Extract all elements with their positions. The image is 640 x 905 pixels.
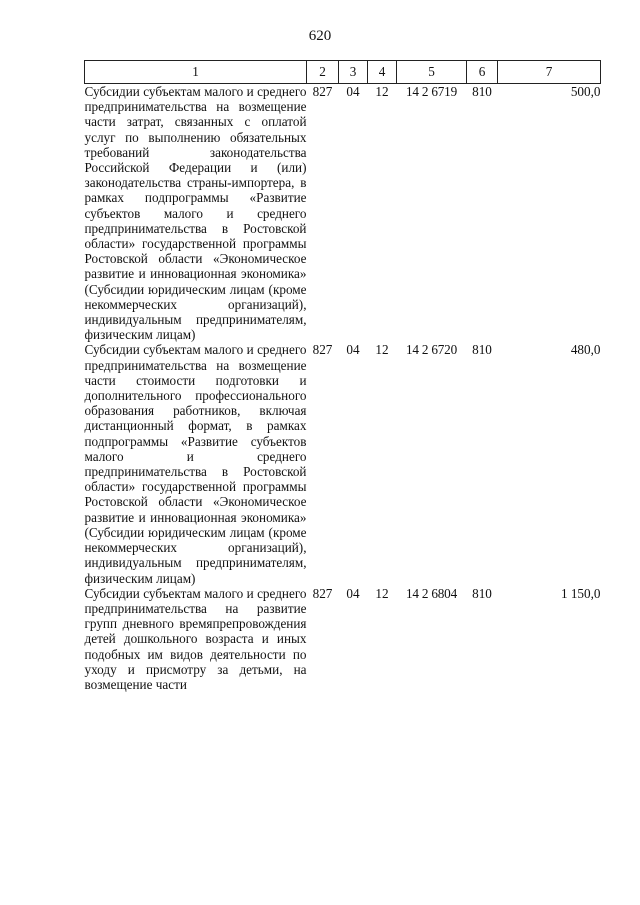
row-subsection-code: 12: [375, 585, 389, 601]
table-row: [85, 342, 601, 585]
row-amount: 500,0: [570, 84, 601, 99]
table-row: [85, 84, 601, 343]
row-expense-type: 810: [472, 84, 492, 99]
row-amount: 480,0: [570, 342, 601, 358]
header-col-2: 2: [307, 61, 339, 84]
header-col-5: 5: [397, 61, 467, 84]
row-amount: 1 150,0: [560, 585, 601, 601]
row-ministry-code: 827: [312, 585, 333, 601]
header-col-4: 4: [368, 61, 397, 84]
header-col-3: 3: [339, 61, 368, 84]
row-expense-type: 810: [472, 585, 492, 601]
budget-table: [84, 60, 601, 692]
row-description: Субсидии субъектам малого и среднего предпринимательства на развитие групп дневного времяпрепровождения детей дошкольного возраста и иных подобных им видов деятельности по уходу и присмотру за детьми, на возмещение части: [84, 585, 307, 692]
row-description: Субсидии субъектам малого и среднего предпринимательства на возмещение части стоимости подготовки и дополнительного профессионального образования работников, включая дистанционный формат, в рамках подпрограммы «Развитие субъектов малого и среднего предпринимательства в Ростовской области» государственной программы Ростовской области «Экономическое развитие и инновационная экономика» (Субсидии юридическим лицам (кроме некоммерческих организаций), индивидуальным предпринимателям, физическим лицам): [84, 342, 307, 586]
row-description: Субсидии субъектам малого и среднего предпринимательства на возмещение части затрат, связанных с оплатой услуг по выполнению обязательных требований законодательства Российской Федерации и (или) законодательства страны-импортера, в рамках подпрограммы «Развитие субъектов малого и среднего предпринимательства в Ростовской области» государственной программы Ростовской области «Экономическое развитие и инновационная экономика» (Субсидии юридическим лицам (кроме некоммерческих организаций), индивидуальным предпринимателям, физическим лицам): [84, 84, 307, 343]
header-col-7: 7: [498, 61, 601, 84]
row-subsection-code: 12: [375, 342, 389, 358]
row-target-article: 14 2 6719: [406, 84, 457, 99]
row-subsection-code: 12: [375, 84, 389, 99]
row-target-article: 14 2 6720: [406, 342, 457, 358]
header-row: [85, 61, 601, 84]
header-col-6: 6: [467, 61, 498, 84]
row-section-code: 04: [346, 84, 360, 99]
row-ministry-code: 827: [312, 342, 333, 358]
row-ministry-code: 827: [312, 84, 333, 99]
header-col-1: 1: [85, 61, 307, 84]
row-section-code: 04: [346, 585, 360, 601]
page-number: 620: [308, 28, 332, 44]
row-section-code: 04: [346, 342, 360, 358]
row-expense-type: 810: [472, 342, 492, 358]
table-row: [85, 586, 601, 692]
row-target-article: 14 2 6804: [406, 585, 457, 601]
